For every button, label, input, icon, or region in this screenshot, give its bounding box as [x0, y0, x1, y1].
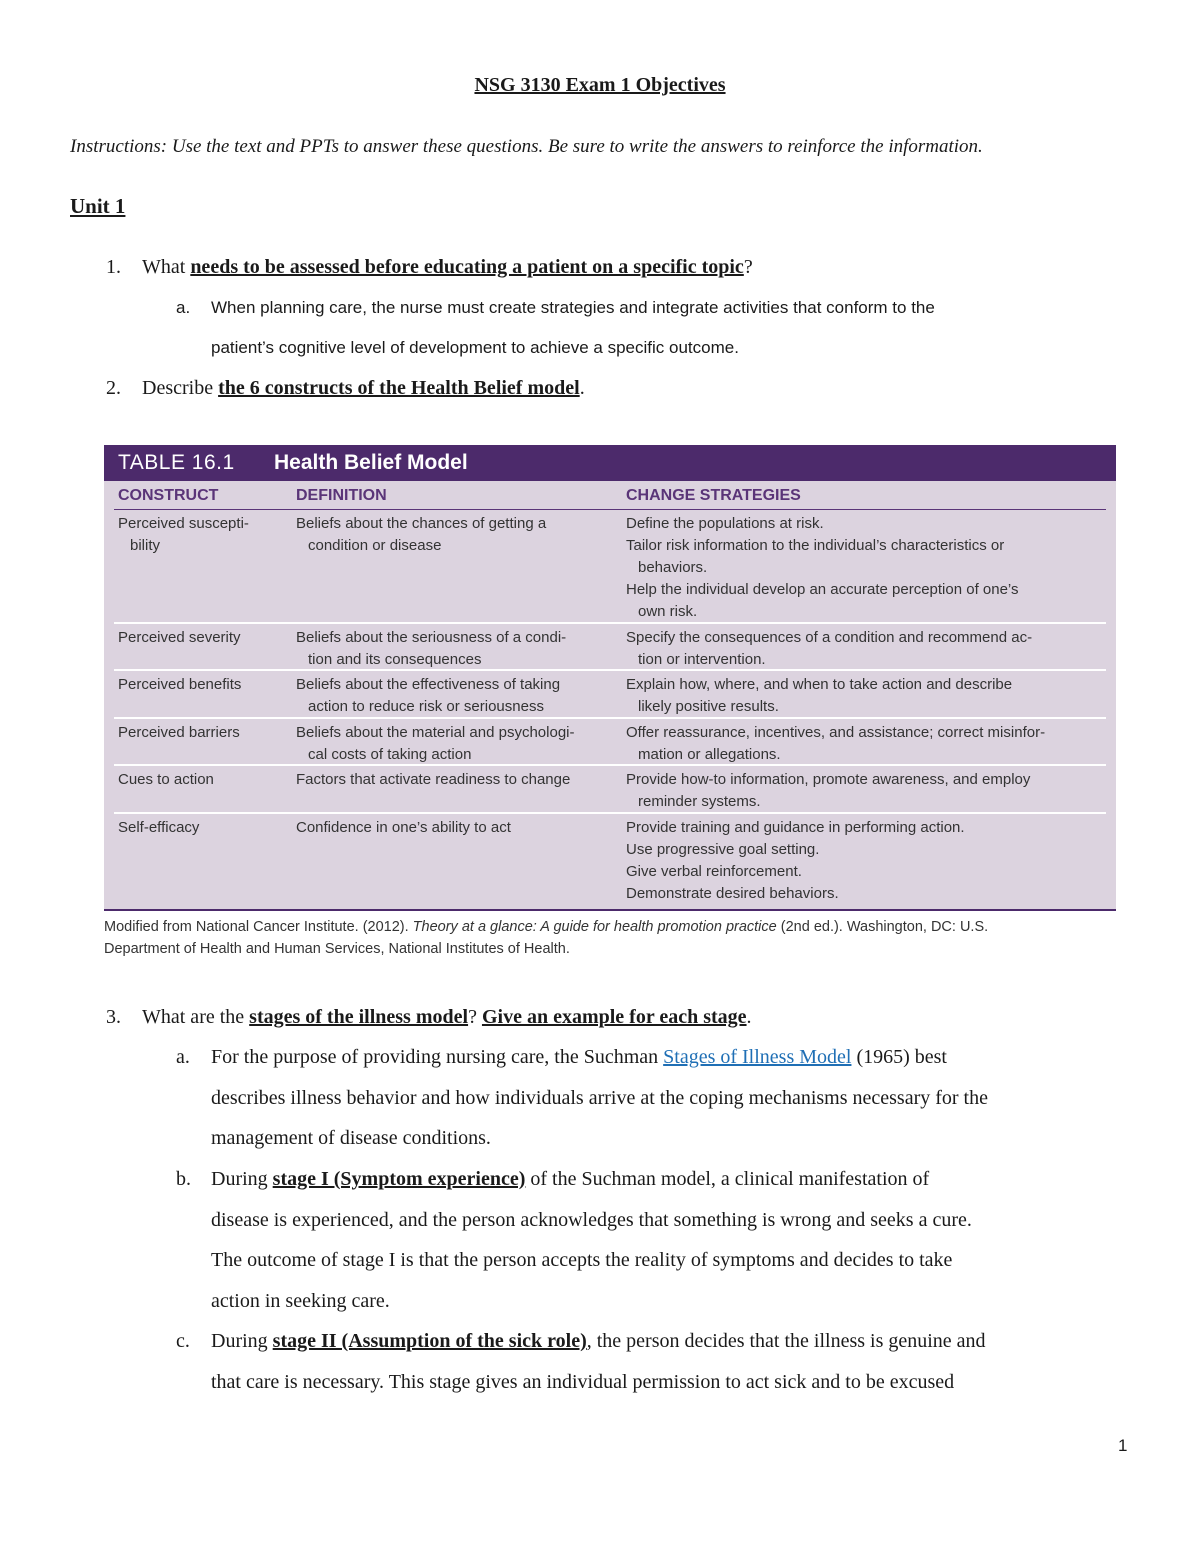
- page-number: 1: [1118, 1436, 1128, 1455]
- table-cell-definition: Beliefs about the material and psychologi- cal costs of taking action: [296, 724, 575, 763]
- answer-letter: b.: [176, 1168, 191, 1190]
- stage-emphasis: stage II (Assumption of the sick role): [272, 1330, 587, 1352]
- table-cell-strategies: Offer reassurance, incentives, and assistance; correct misinfor- mation or allegations.: [626, 724, 1046, 763]
- row-divider: [114, 764, 1106, 766]
- answer-line: patient’s cognitive level of development to achieve a specific outcome.: [211, 338, 739, 357]
- question-prefix: What: [142, 256, 191, 278]
- column-header-change-strategies: CHANGE STRATEGIES: [626, 487, 801, 504]
- table-cell-definition: Confidence in one’s ability to act: [296, 819, 511, 836]
- table-cell-strategies: Provide training and guidance in performing action. Use progressive goal setting. Give verbal reinforcement. Demonstrate desired behaviors.: [626, 819, 965, 902]
- table-cell-definition: Beliefs about the effectiveness of taking action to reduce risk or seriousness: [296, 676, 561, 715]
- table-cell-strategies: Explain how, where, and when to take action and describe likely positive results.: [626, 676, 1013, 715]
- question-text: What are the stages of the illness model? Give an example for each stage.: [142, 1006, 752, 1028]
- question-suffix: .: [579, 377, 585, 399]
- question-number: 3.: [106, 1006, 121, 1028]
- answer-letter: a.: [176, 298, 191, 317]
- answer-line: action in seeking care.: [211, 1290, 390, 1312]
- answer-line: The outcome of stage I is that the person accepts the reality of symptoms and decides to take: [211, 1249, 953, 1271]
- answer-line: For the purpose of providing nursing care, the Suchman Stages of Illness Model (1965) best: [211, 1046, 947, 1068]
- document-title: NSG 3130 Exam 1 Objectives: [474, 74, 726, 96]
- table-cell-definition: Factors that activate readiness to change: [296, 771, 571, 788]
- question-prefix: Describe: [142, 377, 219, 399]
- table-cell-definition: Beliefs about the seriousness of a condi- tion and its consequences: [296, 629, 567, 668]
- table-number: TABLE 16.1: [118, 451, 235, 474]
- stages-of-illness-link[interactable]: Stages of Illness Model: [663, 1046, 852, 1068]
- answer-line: When planning care, the nurse must create strategies and integrate activities that conform to the: [211, 298, 935, 317]
- answer-line: During stage II (Assumption of the sick role), the person decides that the illness is genuine and: [211, 1330, 986, 1352]
- answer-line: describes illness behavior and how individuals arrive at the coping mechanisms necessary for the: [211, 1087, 988, 1109]
- answer-letter: a.: [176, 1046, 190, 1068]
- table-cell-strategies: Specify the consequences of a condition and recommend ac- tion or intervention.: [626, 629, 1033, 668]
- table-cell-construct: Perceived benefits: [118, 676, 242, 693]
- answer-line: During stage I (Symptom experience) of the Suchman model, a clinical manifestation of: [211, 1168, 930, 1190]
- table-cell-strategies: Provide how-to information, promote awareness, and employ reminder systems.: [626, 771, 1031, 810]
- table-cell-construct: Perceived severity: [118, 629, 241, 646]
- table-cell-construct: Cues to action: [118, 771, 214, 788]
- question-text: [142, 256, 753, 279]
- stage-emphasis: stage I (Symptom experience): [272, 1168, 526, 1190]
- question-emphasis: Give an example for each stage: [481, 1006, 747, 1028]
- table-cell-construct: Self-efficacy: [118, 819, 200, 836]
- table-caption: Modified from National Cancer Institute. (2012). Theory at a glance: A guide for health promotion practice (2nd ed.). Washington, DC: U.S. Department of Health and Human Services, National Institutes of Health.: [104, 919, 989, 957]
- question-text: [142, 377, 585, 400]
- answer-letter: c.: [176, 1330, 190, 1352]
- table-cell-definition: Beliefs about the chances of getting a condition or disease: [296, 515, 547, 554]
- question-suffix: ?: [743, 256, 753, 278]
- answer-line: that care is necessary. This stage gives an individual permission to act sick and to be excused: [211, 1371, 955, 1393]
- table-title: Health Belief Model: [274, 451, 468, 474]
- row-divider: [114, 812, 1106, 814]
- row-divider: [114, 622, 1106, 624]
- column-header-construct: CONSTRUCT: [118, 487, 219, 504]
- header-rule: [114, 509, 1106, 510]
- unit-heading: Unit 1: [70, 194, 126, 218]
- table-header-bar: [104, 445, 1116, 481]
- table-cell-strategies: Define the populations at risk. Tailor risk information to the individual’s characteristics or behaviors. Help the individual develop an accurate perception of one’s own risk.: [626, 515, 1019, 620]
- table-cell-construct: Perceived suscepti- bility: [118, 515, 249, 554]
- question-emphasis: stages of the illness model: [249, 1006, 469, 1028]
- question-number: 2.: [106, 377, 121, 399]
- question-emphasis: the 6 constructs of the Health Belief model: [218, 377, 580, 399]
- row-divider: [114, 669, 1106, 671]
- table-cell-construct: Perceived barriers: [118, 724, 240, 741]
- instructions-text: Instructions: Use the text and PPTs to answer these questions. Be sure to write the answers to reinforce the information.: [70, 136, 983, 157]
- health-belief-model-table: [104, 445, 1116, 911]
- answer-line: disease is experienced, and the person acknowledges that something is wrong and seeks a cure.: [211, 1209, 972, 1231]
- row-divider: [114, 717, 1106, 719]
- question-emphasis: needs to be assessed before educating a patient on a specific topic: [190, 256, 744, 278]
- question-number: 1.: [106, 256, 121, 278]
- column-header-definition: DEFINITION: [296, 487, 387, 504]
- answer-line: management of disease conditions.: [211, 1127, 491, 1149]
